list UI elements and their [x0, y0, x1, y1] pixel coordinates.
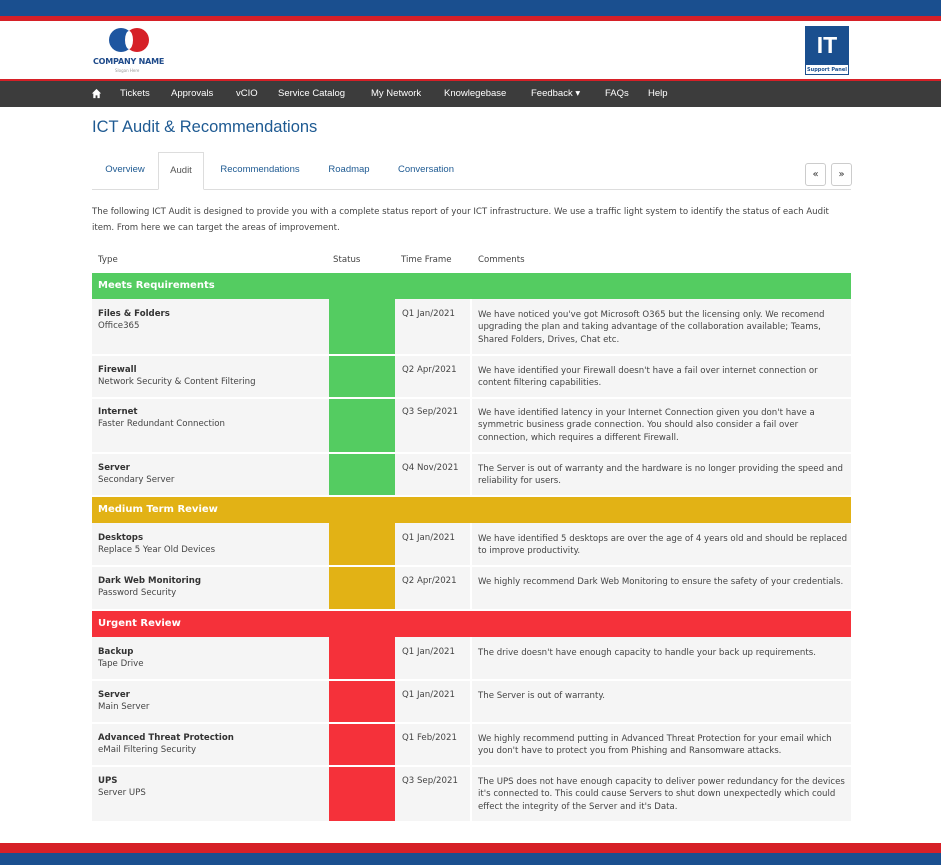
nav-item-feedback[interactable]: Feedback ▾: [531, 88, 581, 99]
row-comment: The Server is out of warranty and the hardware is no longer providing the speed and reliability for users.: [478, 464, 843, 487]
row-time-frame: Q3 Sep/2021: [402, 776, 458, 786]
home-icon[interactable]: [91, 88, 102, 99]
company-logo[interactable]: [93, 28, 173, 74]
table-row[interactable]: [92, 724, 851, 765]
row-type-subtitle: eMail Filtering Security: [98, 745, 197, 755]
row-comment: We have identified latency in your Internet Connection given you don't have a symmetric business grade connection. You should also consider a fail over connection, which requires a different Firewall.: [478, 408, 815, 443]
row-time-frame: Q2 Apr/2021: [402, 576, 457, 586]
status-light-green: [329, 454, 395, 495]
row-time-frame: Q3 Sep/2021: [402, 407, 458, 417]
top-red-band: [0, 16, 941, 21]
column-divider: [470, 567, 472, 609]
row-comment: We have noticed you've got Microsoft O365 but the licensing only. We recomend upgrading the plan and taking advantage of the collaboration available; Teams, Shared Folders, Drives, Chat etc.: [478, 310, 825, 345]
row-type-subtitle: Password Security: [98, 588, 177, 598]
nav-item-knowledgebase[interactable]: Knowlegebase: [444, 88, 507, 99]
page-title: ICT Audit & Recommendations: [92, 118, 318, 136]
column-header-status: Status: [333, 255, 361, 265]
row-type-name: Backup: [98, 647, 134, 657]
row-type-subtitle: Main Server: [98, 702, 150, 712]
row-type-name: Advanced Threat Protection: [98, 733, 234, 743]
row-type-name: Files & Folders: [98, 309, 170, 319]
row-type-name: Desktops: [98, 533, 144, 543]
row-time-frame: Q1 Jan/2021: [402, 533, 455, 543]
row-type-name: Firewall: [98, 365, 137, 375]
tab-recommendations[interactable]: Recommendations: [220, 164, 300, 175]
main-navbar: [0, 81, 941, 107]
status-light-red: [329, 767, 395, 821]
table-row[interactable]: [92, 567, 851, 609]
it-support-logo[interactable]: [805, 26, 849, 75]
row-type-name: Dark Web Monitoring: [98, 576, 202, 586]
row-comment: The UPS does not have enough capacity to deliver power redundancy for the devices it's connected to. This could cause Servers to shut down unexpectedly which could effect the integrity of the Server and it's Data.: [478, 777, 845, 812]
column-divider: [470, 767, 472, 821]
tab-conversation[interactable]: Conversation: [398, 164, 454, 175]
row-time-frame: Q1 Jan/2021: [402, 690, 455, 700]
row-type-name: Server: [98, 690, 130, 700]
intro-text: The following ICT Audit is designed to provide you with a complete status report of your ICT infrastructure. We use a traffic light system to identify the status of each Audit item. From here we can target the areas of improvement.: [92, 207, 829, 233]
row-time-frame: Q4 Nov/2021: [402, 463, 459, 473]
row-time-frame: Q1 Jan/2021: [402, 647, 455, 657]
row-type-subtitle: Server UPS: [98, 788, 146, 798]
column-divider: [470, 299, 472, 354]
row-type-name: UPS: [98, 776, 118, 786]
row-type-subtitle: Replace 5 Year Old Devices: [98, 545, 216, 555]
previous-page-button[interactable]: «: [805, 163, 826, 186]
tab-audit[interactable]: Audit: [158, 152, 204, 190]
status-light-red: [329, 681, 395, 722]
row-time-frame: Q2 Apr/2021: [402, 365, 457, 375]
status-light-green: [329, 399, 395, 452]
table-row[interactable]: [92, 767, 851, 821]
status-light-green: [329, 299, 395, 354]
column-divider: [470, 637, 472, 679]
row-type-subtitle: Office365: [98, 321, 140, 331]
group-band-meets-requirements: Meets Requirements: [92, 273, 851, 299]
table-row[interactable]: [92, 637, 851, 679]
column-divider: [470, 523, 472, 565]
row-type-subtitle: Network Security & Content Filtering: [98, 377, 256, 387]
row-type-subtitle: Secondary Server: [98, 475, 175, 485]
table-row[interactable]: [92, 454, 851, 495]
column-divider: [470, 681, 472, 722]
next-page-button[interactable]: »: [831, 163, 852, 186]
tab-roadmap[interactable]: Roadmap: [328, 164, 370, 175]
nav-item-approvals[interactable]: Approvals: [171, 88, 214, 99]
row-type-name: Server: [98, 463, 130, 473]
nav-item-tickets[interactable]: Tickets: [120, 88, 150, 99]
footer-blue-band: [0, 853, 941, 865]
row-time-frame: Q1 Feb/2021: [402, 733, 457, 743]
status-light-red: [329, 724, 395, 765]
table-row[interactable]: [92, 399, 851, 452]
nav-item-my-network[interactable]: My Network: [371, 88, 422, 99]
it-logo-text: IT: [816, 32, 838, 58]
footer-red-band: [0, 843, 941, 853]
status-light-amber: [329, 523, 395, 565]
group-band-urgent-review: Urgent Review: [92, 611, 851, 637]
column-divider: [470, 356, 472, 397]
row-time-frame: Q1 Jan/2021: [402, 309, 455, 319]
column-header-time-frame: Time Frame: [401, 255, 452, 265]
row-comment: The drive doesn't have enough capacity to handle your back up requirements.: [478, 648, 816, 658]
row-comment: We highly recommend putting in Advanced Threat Protection for your email which you don't have to protect you from Phishing and Ransomware attacks.: [478, 734, 832, 757]
column-header-comments: Comments: [478, 255, 525, 265]
nav-item-faqs[interactable]: FAQs: [605, 88, 629, 99]
row-comment: The Server is out of warranty.: [478, 691, 605, 701]
table-row[interactable]: [92, 523, 851, 565]
table-row[interactable]: [92, 681, 851, 722]
column-divider: [470, 724, 472, 765]
nav-item-service-catalog[interactable]: Service Catalog: [278, 88, 346, 99]
column-header-type: Type: [98, 255, 118, 265]
logo-overlap: [125, 31, 133, 49]
row-comment: We highly recommend Dark Web Monitoring to ensure the safety of your credentials.: [478, 577, 844, 587]
company-name: COMPANY NAME: [93, 57, 165, 66]
tabs-underline: [92, 189, 851, 190]
nav-item-vcio[interactable]: vCIO: [236, 88, 258, 99]
status-light-red: [329, 637, 395, 679]
tab-overview[interactable]: Overview: [105, 164, 145, 175]
nav-item-help[interactable]: Help: [648, 88, 668, 99]
it-logo-subtitle: Support Panel: [805, 65, 849, 75]
row-type-subtitle: Faster Redundant Connection: [98, 419, 225, 429]
table-row[interactable]: [92, 356, 851, 397]
row-type-name: Internet: [98, 407, 138, 417]
table-row[interactable]: [92, 299, 851, 354]
company-slogan: Slogan Here: [115, 68, 140, 73]
status-light-green: [329, 356, 395, 397]
row-type-subtitle: Tape Drive: [98, 659, 144, 669]
group-band-medium-term-review: Medium Term Review: [92, 497, 851, 523]
top-blue-band: [0, 0, 941, 16]
column-divider: [470, 399, 472, 452]
status-light-amber: [329, 567, 395, 609]
row-comment: We have identified your Firewall doesn't have a fail over internet connection or content filtering capabilities.: [478, 366, 818, 389]
row-comment: We have identified 5 desktops are over the age of 4 years old and should be replaced to improve productivity.: [478, 534, 848, 557]
column-divider: [470, 454, 472, 495]
